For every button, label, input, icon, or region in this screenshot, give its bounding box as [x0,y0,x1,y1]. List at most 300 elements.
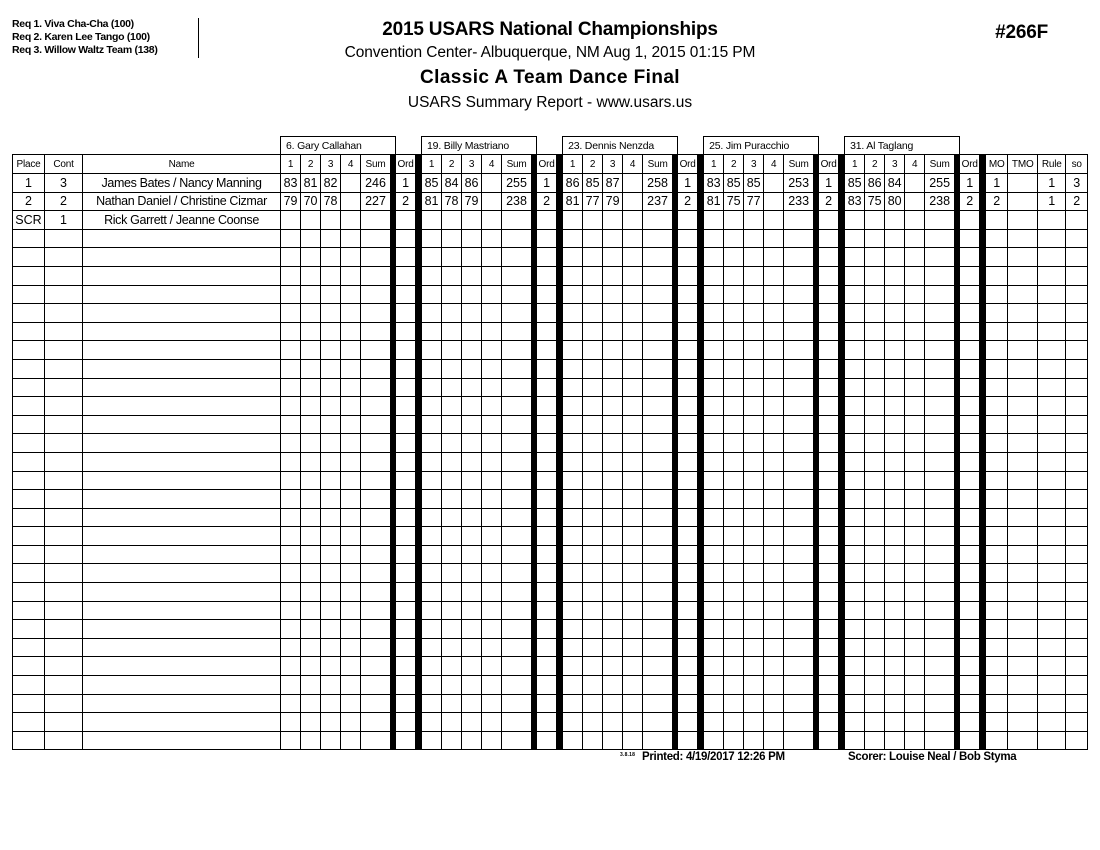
cell-score: 77 [744,192,764,211]
cell-score-empty [764,731,784,750]
cell-score-empty [603,397,623,416]
cell-score-empty [341,248,361,267]
cell-score-empty [885,638,905,657]
table-row-empty[interactable] [13,434,1088,453]
cell-score-empty [704,676,724,695]
cell-score-empty [281,471,301,490]
header-j4-3: 3 [744,155,764,174]
cell-score-empty [583,564,603,583]
cell-ord-empty [678,490,698,509]
cell-sum-empty [502,248,532,267]
cell-score-empty [301,471,321,490]
cell-sum-empty [361,434,391,453]
cell-ord-empty [819,452,839,471]
cell-ord-empty [537,471,557,490]
cell-mo-empty [986,657,1008,676]
cell-score-empty [462,248,482,267]
cell-score-empty [442,397,462,416]
cell-score-empty [885,266,905,285]
cell-mo-empty [986,248,1008,267]
cell-score [623,211,643,230]
cell-score-empty [764,583,784,602]
cell-ord-empty [537,266,557,285]
cell-score-empty [603,304,623,323]
cell-score-empty [623,490,643,509]
cell-score-empty [583,285,603,304]
cell-mo-empty [986,564,1008,583]
cell-score-empty [462,638,482,657]
cell-score-empty [563,397,583,416]
cell-ord-empty [819,564,839,583]
cell-score-empty [482,229,502,248]
header-name: Name [83,155,281,174]
cell-score-empty [462,564,482,583]
cell-score-empty [603,471,623,490]
cell-ord-empty [960,694,980,713]
cell-sum-empty [502,229,532,248]
cell-score [623,174,643,193]
cell-score-empty [341,620,361,639]
cell-tmo-empty [1008,341,1038,360]
table-row-empty[interactable] [13,527,1088,546]
header-place: Place [13,155,45,174]
cell-name-empty [83,583,281,602]
cell-score-empty [865,545,885,564]
table-row-empty[interactable] [13,322,1088,341]
cell-score-empty [623,266,643,285]
cell-score-empty [422,508,442,527]
cell-score-empty [724,620,744,639]
cell-score-empty [462,508,482,527]
cell-score-empty [321,229,341,248]
header-j3-3: 3 [603,155,623,174]
cell-ord-empty [396,397,416,416]
cell-score-empty [442,452,462,471]
cell-ord-empty [396,266,416,285]
cell-score-empty [422,545,442,564]
cell-score-empty [321,248,341,267]
cell-rule-empty [1038,527,1066,546]
cell-score-empty [563,620,583,639]
cell-score-empty [442,564,462,583]
table-row-empty[interactable] [13,545,1088,564]
cell-score-empty [462,620,482,639]
cell-ord: 2 [537,192,557,211]
cell-ord-empty [396,601,416,620]
cell-score-empty [442,229,462,248]
cell-score-empty [905,248,925,267]
cell-score-empty [764,657,784,676]
cell-score-empty [623,657,643,676]
cell-score-empty [704,397,724,416]
cell-score-empty [764,471,784,490]
cell-sum-empty [784,694,814,713]
cell-sum-empty [502,713,532,732]
cell-ord-empty [819,322,839,341]
table-row[interactable] [13,192,1088,211]
cell-score-empty [724,583,744,602]
cell-sum: 238 [502,192,532,211]
cell-score-empty [462,713,482,732]
cell-name-empty [83,657,281,676]
cell-tmo-empty [1008,434,1038,453]
cell-ord: 1 [819,174,839,193]
cell-score: 85 [744,174,764,193]
cell-sum-empty [643,601,673,620]
cell-score-empty [603,229,623,248]
cell-score-empty [764,359,784,378]
cell-score-empty [341,731,361,750]
cell-sum-empty [925,564,955,583]
cell-ord-empty [678,601,698,620]
table-row-empty[interactable] [13,564,1088,583]
cell-ord-empty [537,638,557,657]
cell-score-empty [764,397,784,416]
cell-score-empty [724,731,744,750]
header-j5-4: 4 [905,155,925,174]
cell-so-empty [1066,676,1088,695]
cell-score-empty [704,434,724,453]
cell-score-empty [724,322,744,341]
table-row-empty[interactable] [13,657,1088,676]
cell-score-empty [341,601,361,620]
cell-ord-empty [960,527,980,546]
cell-score-empty [744,713,764,732]
cell-ord-empty [537,322,557,341]
cell-ord-empty [819,490,839,509]
cell-score-empty [744,601,764,620]
table-row-empty[interactable] [13,583,1088,602]
cell-ord-empty [537,285,557,304]
cell-score-empty [442,415,462,434]
cell-score-empty [845,452,865,471]
cell-so-empty [1066,731,1088,750]
requirements-block [12,18,199,58]
cell-cont-empty [45,638,83,657]
cell-cont-empty [45,713,83,732]
cell-score-empty [865,304,885,323]
cell-score-empty [301,359,321,378]
cell-score-empty [845,676,865,695]
cell-rule-empty [1038,731,1066,750]
cell-score-empty [724,490,744,509]
cell-score-empty [603,248,623,267]
table-row-empty[interactable] [13,285,1088,304]
cell-ord-empty [960,490,980,509]
cell-ord-empty [678,471,698,490]
cell-ord-empty [537,713,557,732]
table-row-empty[interactable] [13,248,1088,267]
table-row-empty[interactable] [13,266,1088,285]
table-row-empty[interactable] [13,471,1088,490]
cell-score-empty [623,285,643,304]
cell-sum-empty [502,731,532,750]
cell-score-empty [623,322,643,341]
cell-score-empty [442,583,462,602]
cell-score-empty [281,452,301,471]
cell-so-empty [1066,601,1088,620]
cell-ord: 1 [537,174,557,193]
cell-score: 86 [563,174,583,193]
cell-place-empty [13,731,45,750]
cell-score-empty [321,341,341,360]
cell-score-empty [583,415,603,434]
cell-ord-empty [960,508,980,527]
cell-so-empty [1066,694,1088,713]
table-row[interactable] [13,174,1088,193]
cell-name: Nathan Daniel / Christine Cizmar [83,192,281,211]
cell-mo-empty [986,694,1008,713]
cell-score-empty [704,452,724,471]
cell-score-empty [281,564,301,583]
cell-tmo-empty [1008,266,1038,285]
cell-ord-empty [537,397,557,416]
table-row-empty[interactable] [13,620,1088,639]
cell-score-empty [865,583,885,602]
table-row-empty[interactable] [13,601,1088,620]
cell-place-empty [13,452,45,471]
cell-sum-empty [925,397,955,416]
cell-cont-empty [45,452,83,471]
cell-score-empty [885,248,905,267]
cell-score-empty [583,229,603,248]
cell-score-empty [482,508,502,527]
cell-score-empty [764,545,784,564]
cell-score-empty [301,248,321,267]
table-row-empty[interactable] [13,508,1088,527]
cell-score-empty [603,731,623,750]
cell-score-empty [704,508,724,527]
cell-score-empty [623,359,643,378]
cell-score-empty [744,638,764,657]
cell-score-empty [845,359,865,378]
cell-score-empty [563,657,583,676]
cell-score-empty [845,266,865,285]
cell-score-empty [321,434,341,453]
cell-sum-empty [925,527,955,546]
cell-score: 83 [281,174,301,193]
cell-score-empty [865,638,885,657]
cell-score-empty [724,415,744,434]
cell-score-empty [281,415,301,434]
table-row-empty[interactable] [13,229,1088,248]
cell-sum-empty [925,415,955,434]
cell-score-empty [845,490,865,509]
cell-score-empty [744,322,764,341]
cell-sum-empty [784,638,814,657]
cell-place-empty [13,620,45,639]
cell-score-empty [744,657,764,676]
table-row-empty[interactable] [13,378,1088,397]
cell-ord-empty [396,322,416,341]
table-row-empty[interactable] [13,638,1088,657]
cell-score-empty [301,620,321,639]
table-row-empty[interactable] [13,676,1088,695]
cell-score-empty [905,285,925,304]
cell-place-empty [13,248,45,267]
cell-score-empty [583,638,603,657]
cell-score-empty [301,601,321,620]
cell-sum-empty [361,322,391,341]
cell-sum: 255 [925,174,955,193]
cell-score-empty [281,638,301,657]
cell-ord [678,211,698,230]
cell-score-empty [744,583,764,602]
cell-sum: 238 [925,192,955,211]
cell-score-empty [603,378,623,397]
cell-score-empty [724,564,744,583]
cell-sum [784,211,814,230]
table-row-empty[interactable] [13,304,1088,323]
cell-ord-empty [819,359,839,378]
cell-score-empty [724,638,744,657]
cell-score-empty [341,397,361,416]
cell-ord-empty [396,248,416,267]
cell-score-empty [563,601,583,620]
requirement-line: Req 3. Willow Waltz Team (138) [12,44,158,57]
cell-score-empty [724,545,744,564]
cell-score-empty [341,527,361,546]
cell-score-empty [724,397,744,416]
cell-cont-empty [45,266,83,285]
cell-score-empty [563,452,583,471]
cell-score-empty [905,266,925,285]
cell-score-empty [341,694,361,713]
cell-score-empty [422,471,442,490]
table-row-empty[interactable] [13,694,1088,713]
cell-name-empty [83,378,281,397]
cell-score-empty [744,694,764,713]
cell-score-empty [462,676,482,695]
cell-rule-empty [1038,266,1066,285]
cell-score-empty [905,713,925,732]
cell-score-empty [744,731,764,750]
cell-sum-empty [361,452,391,471]
cell-score-empty [744,229,764,248]
cell-score-empty [704,341,724,360]
cell-score-empty [563,527,583,546]
cell-score-empty [865,434,885,453]
cell-score-empty [905,322,925,341]
table-row-empty[interactable] [13,452,1088,471]
cell-so [1066,211,1088,230]
cell-sum-empty [502,322,532,341]
cell-ord-empty [537,415,557,434]
cell-score-empty [603,508,623,527]
cell-score: 85 [724,174,744,193]
cell-score-empty [301,434,321,453]
cell-score [482,211,502,230]
cell-sum-empty [502,471,532,490]
cell-score [482,174,502,193]
cell-score-empty [865,657,885,676]
cell-score-empty [845,285,865,304]
cell-ord-empty [537,341,557,360]
table-row-empty[interactable] [13,490,1088,509]
cell-so-empty [1066,657,1088,676]
cell-ord-empty [960,583,980,602]
cell-sum-empty [361,657,391,676]
cell-ord-empty [537,359,557,378]
cell-score-empty [583,713,603,732]
cell-score-empty [563,676,583,695]
cell-score-empty [563,285,583,304]
cell-score-empty [281,657,301,676]
cell-so-empty [1066,564,1088,583]
cell-score-empty [583,657,603,676]
cell-score-empty [281,229,301,248]
cell-sum-empty [361,508,391,527]
cell-score [845,211,865,230]
cell-cont-empty [45,657,83,676]
cell-score-empty [764,638,784,657]
table-row-empty[interactable] [13,415,1088,434]
cell-mo-empty [986,341,1008,360]
cell-sum-empty [643,285,673,304]
cell-ord-empty [960,378,980,397]
cell-score-empty [321,359,341,378]
cell-tmo-empty [1008,490,1038,509]
cell-score-empty [281,601,301,620]
cell-ord-empty [819,471,839,490]
cell-score-empty [482,694,502,713]
cell-so-empty [1066,490,1088,509]
cell-score-empty [301,397,321,416]
cell-name-empty [83,248,281,267]
cell-sum [502,211,532,230]
cell-score-empty [704,583,724,602]
cell-score-empty [462,285,482,304]
cell-score-empty [442,471,462,490]
cell-score-empty [301,694,321,713]
cell-score-empty [482,564,502,583]
cell-score-empty [744,620,764,639]
cell-score-empty [301,452,321,471]
table-row-empty[interactable] [13,359,1088,378]
cell-place-empty [13,471,45,490]
table-row-empty[interactable] [13,731,1088,750]
cell-sum-empty [361,694,391,713]
cell-score-empty [885,713,905,732]
cell-score [422,211,442,230]
table-row-empty[interactable] [13,341,1088,360]
cell-tmo-empty [1008,601,1038,620]
table-row-empty[interactable] [13,397,1088,416]
header-j3-1: 1 [563,155,583,174]
cell-score-empty [603,434,623,453]
cell-sum-empty [502,490,532,509]
cell-rule-empty [1038,415,1066,434]
cell-cont-empty [45,694,83,713]
cell-score-empty [764,527,784,546]
cell-score-empty [704,266,724,285]
cell-score-empty [281,527,301,546]
cell-ord-empty [396,452,416,471]
cell-score: 86 [462,174,482,193]
cell-score-empty [442,434,462,453]
cell-score-empty [563,229,583,248]
header-j1-Sum: Sum [361,155,391,174]
table-row[interactable] [13,211,1088,230]
table-row-empty[interactable] [13,713,1088,732]
cell-score-empty [905,452,925,471]
header-j2-3: 3 [462,155,482,174]
cell-score-empty [341,508,361,527]
cell-score-empty [321,527,341,546]
cell-score-empty [724,229,744,248]
cell-score-empty [281,434,301,453]
cell-score-empty [845,471,865,490]
